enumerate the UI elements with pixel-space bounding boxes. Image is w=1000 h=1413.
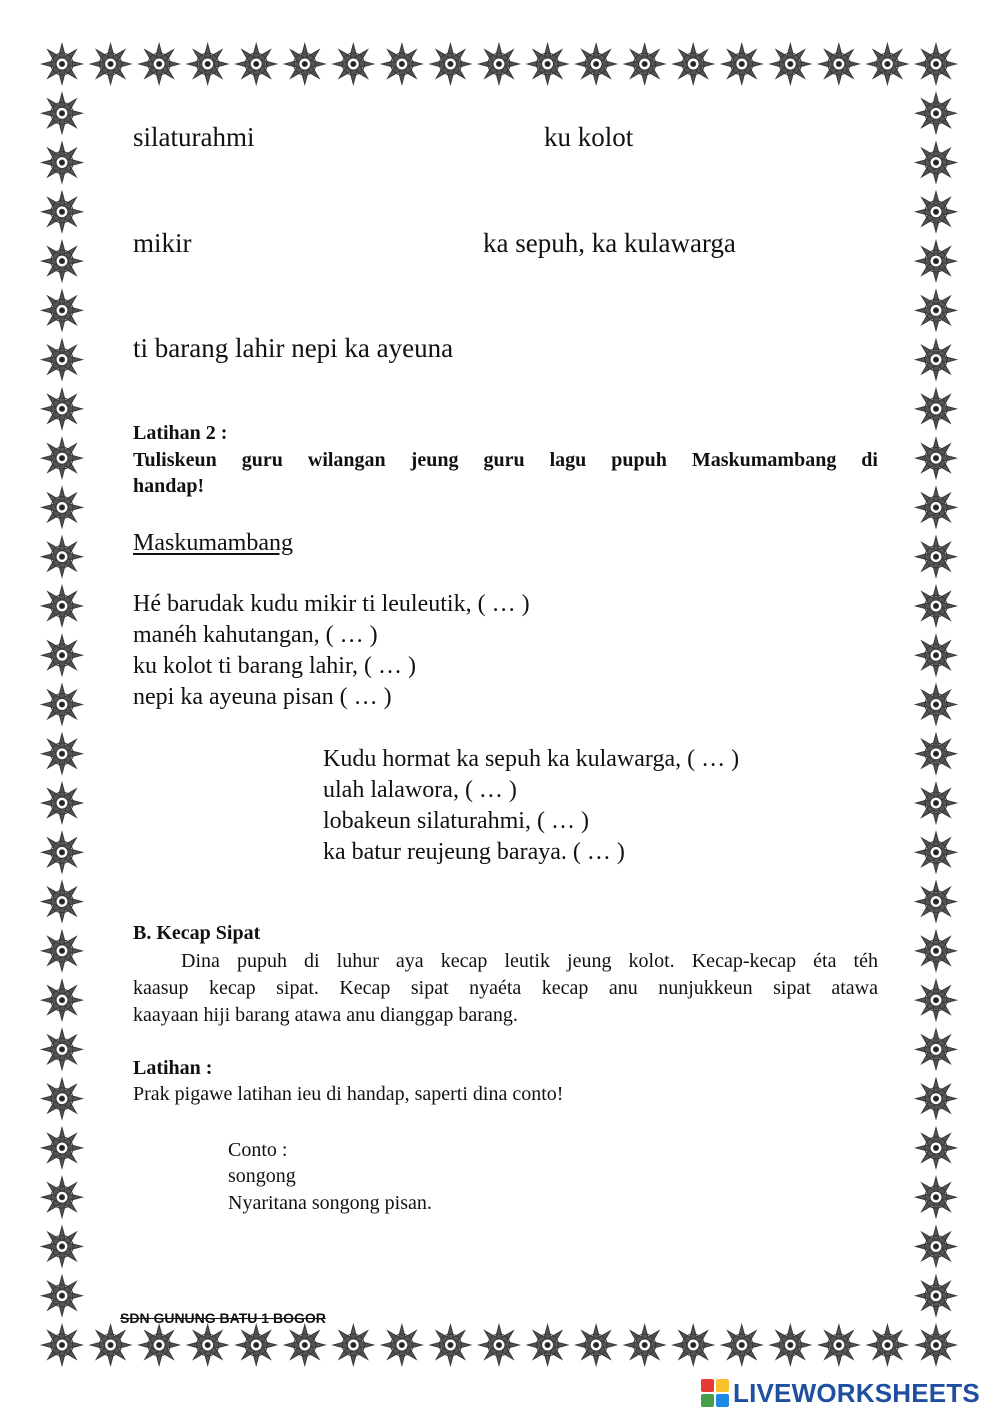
flower-ornament-icon: [916, 1226, 956, 1266]
flower-ornament-icon: [819, 1325, 859, 1365]
flower-ornament-icon: [42, 438, 82, 478]
flower-ornament-icon: [673, 1325, 713, 1365]
flower-ornament-icon: [916, 290, 956, 330]
flower-ornament-icon: [916, 44, 956, 84]
flower-ornament-icon: [916, 537, 956, 577]
latihan-instruction: Prak pigawe latihan ieu di handap, saperti dina conto!: [133, 1083, 564, 1105]
flower-ornament-icon: [42, 783, 82, 823]
section-b-paragraph-line2: kaasup kecap sipat. Kecap sipat nyaéta kecap anu nunjukkeun sipat atawa: [133, 977, 878, 999]
example-label: Conto :: [228, 1139, 288, 1161]
flower-ornament-icon: [673, 44, 713, 84]
flower-ornament-icon: [479, 44, 519, 84]
flower-ornament-icon: [139, 1325, 179, 1365]
flower-ornament-icon: [916, 93, 956, 133]
flower-ornament-icon: [42, 290, 82, 330]
flower-ornament-icon: [42, 44, 82, 84]
flower-ornament-icon: [42, 340, 82, 380]
flower-ornament-icon: [42, 1325, 82, 1365]
flower-ornament-icon: [916, 1177, 956, 1217]
flower-ornament-icon: [916, 143, 956, 183]
flower-ornament-icon: [236, 1325, 276, 1365]
flower-ornament-icon: [42, 882, 82, 922]
flower-ornament-icon: [188, 44, 228, 84]
poem-line: manéh kahutangan, ( … ): [133, 622, 378, 648]
poem-line: nepi ka ayeuna pisan ( … ): [133, 684, 392, 710]
flower-ornament-icon: [528, 44, 568, 84]
flower-ornament-icon: [42, 1177, 82, 1217]
flower-ornament-icon: [42, 241, 82, 281]
flower-ornament-icon: [42, 1128, 82, 1168]
flower-ornament-icon: [42, 389, 82, 429]
flower-ornament-icon: [770, 1325, 810, 1365]
flower-ornament-icon: [722, 44, 762, 84]
flower-ornament-icon: [576, 1325, 616, 1365]
flower-ornament-icon: [42, 93, 82, 133]
flower-ornament-icon: [42, 1276, 82, 1316]
flower-ornament-icon: [916, 389, 956, 429]
flower-ornament-icon: [42, 734, 82, 774]
flower-ornament-icon: [625, 44, 665, 84]
flower-ornament-icon: [916, 241, 956, 281]
word-ku-kolot: ku kolot: [544, 122, 634, 152]
latihan2-heading: Latihan 2 :: [133, 422, 228, 444]
flower-ornament-icon: [382, 44, 422, 84]
flower-ornament-icon: [916, 1029, 956, 1069]
flower-ornament-icon: [625, 1325, 665, 1365]
word-mikir: mikir: [133, 228, 192, 258]
flower-ornament-icon: [42, 685, 82, 725]
liveworksheets-brand[interactable]: [700, 1378, 996, 1410]
flower-ornament-icon: [42, 832, 82, 872]
flower-ornament-icon: [42, 931, 82, 971]
latihan-heading: Latihan :: [133, 1057, 213, 1079]
flower-ornament-icon: [91, 44, 131, 84]
word-silaturahmi: silaturahmi: [133, 122, 255, 152]
flower-ornament-icon: [916, 734, 956, 774]
example-word: songong: [228, 1165, 296, 1187]
flower-ornament-icon: [285, 1325, 325, 1365]
liveworksheets-logo-icon: [700, 1378, 730, 1408]
flower-ornament-icon: [236, 44, 276, 84]
poem-line: Kudu hormat ka sepuh ka kulawarga, ( … ): [323, 746, 740, 772]
poem-line: ulah lalawora, ( … ): [323, 777, 517, 803]
flower-ornament-icon: [916, 931, 956, 971]
flower-ornament-icon: [333, 44, 373, 84]
flower-ornament-icon: [285, 44, 325, 84]
flower-ornament-icon: [42, 1029, 82, 1069]
flower-ornament-icon: [916, 1079, 956, 1119]
flower-ornament-icon: [916, 487, 956, 527]
poem-line: ku kolot ti barang lahir, ( … ): [133, 653, 416, 679]
flower-ornament-icon: [916, 192, 956, 232]
flower-ornament-icon: [42, 1226, 82, 1266]
latihan2-instruction-line2: handap!: [133, 475, 205, 497]
flower-ornament-icon: [770, 44, 810, 84]
flower-ornament-icon: [722, 1325, 762, 1365]
flower-ornament-icon: [430, 44, 470, 84]
section-b-paragraph-line1: Dina pupuh di luhur aya kecap leutik jeung kolot. Kecap-kecap éta téh: [181, 950, 878, 972]
flower-ornament-icon: [188, 1325, 228, 1365]
poem-title: Maskumambang: [133, 530, 293, 556]
liveworksheets-text: LIVEWORKSHEETS: [733, 1378, 980, 1408]
flower-ornament-icon: [916, 635, 956, 675]
flower-ornament-icon: [42, 586, 82, 626]
flower-ornament-icon: [819, 44, 859, 84]
flower-ornament-icon: [916, 783, 956, 823]
flower-ornament-icon: [42, 487, 82, 527]
flower-ornament-icon: [867, 44, 907, 84]
word-ti-barang-lahir: ti barang lahir nepi ka ayeuna: [133, 333, 454, 363]
flower-ornament-icon: [867, 1325, 907, 1365]
flower-ornament-icon: [42, 980, 82, 1020]
poem-line: lobakeun silaturahmi, ( … ): [323, 808, 589, 834]
latihan2-instruction-line1: Tuliskeun guru wilangan jeung guru lagu pupuh Maskumambang di: [133, 449, 878, 471]
flower-ornament-icon: [916, 882, 956, 922]
flower-ornament-icon: [916, 438, 956, 478]
section-b-paragraph-line3: kaayaan hiji barang atawa anu dianggap barang.: [133, 1004, 518, 1026]
flower-ornament-icon: [916, 1325, 956, 1365]
flower-ornament-icon: [42, 537, 82, 577]
flower-ornament-icon: [42, 1079, 82, 1119]
flower-ornament-icon: [333, 1325, 373, 1365]
flower-ornament-icon: [916, 1128, 956, 1168]
flower-ornament-icon: [916, 685, 956, 725]
flower-ornament-icon: [42, 635, 82, 675]
flower-ornament-icon: [479, 1325, 519, 1365]
flower-ornament-icon: [139, 44, 179, 84]
flower-ornament-icon: [576, 44, 616, 84]
school-name: SDN GUNUNG BATU 1 BOGOR: [120, 1310, 326, 1326]
flower-ornament-icon: [916, 832, 956, 872]
flower-ornament-icon: [42, 192, 82, 232]
flower-ornament-icon: [916, 980, 956, 1020]
flower-ornament-icon: [42, 143, 82, 183]
flower-ornament-icon: [430, 1325, 470, 1365]
poem-line: Hé barudak kudu mikir ti leuleutik, ( … ): [133, 591, 530, 617]
flower-ornament-icon: [916, 340, 956, 380]
flower-ornament-icon: [382, 1325, 422, 1365]
poem-line: ka batur reujeung baraya. ( … ): [323, 839, 625, 865]
word-ka-sepuh: ka sepuh, ka kulawarga: [483, 228, 736, 258]
section-b-heading: B. Kecap Sipat: [133, 922, 261, 944]
flower-ornament-icon: [916, 1276, 956, 1316]
flower-ornament-icon: [91, 1325, 131, 1365]
flower-ornament-icon: [916, 586, 956, 626]
flower-ornament-icon: [528, 1325, 568, 1365]
example-sentence: Nyaritana songong pisan.: [228, 1192, 432, 1214]
